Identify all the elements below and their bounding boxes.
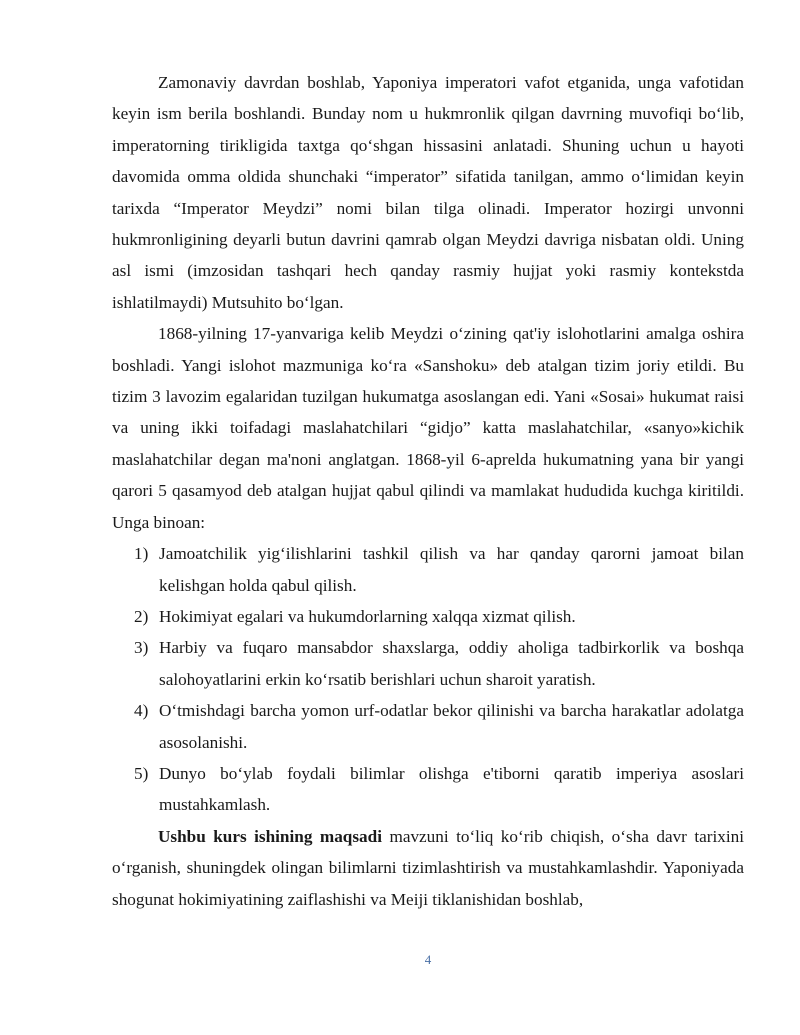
list-item bbox=[112, 758, 744, 821]
paragraph-reforms-1868: 1868-yilning 17-yanvariga kelib Meydzi o‘zining qat'iy islohotlarini amalga oshira boshladi. Yangi islohot mazmuniga ko‘ra «Sanshoku» deb atalgan tizim joriy etildi. Bu tizim 3 lavozim egalaridan tuzilgan hukumatga asoslangan edi. Yani «Sosai» hukumat raisi va uning ikki toifadagi maslahatchilari “gidjo” katta maslahatchilar, «sanyo»kichik maslahatchilar degan ma'noni anglatgan. 1868-yil 6-aprelda hukumatning yana bir yangi qarori 5 qasamyod deb atalgan hujjat qabul qilindi va mamlakat hududida kuchga kiritildi. Unga binoan: bbox=[112, 324, 744, 532]
list-item bbox=[112, 695, 744, 758]
document-page bbox=[112, 67, 744, 915]
paragraph-course-goal bbox=[112, 821, 744, 915]
course-goal-heading: Ushbu kurs ishining maqsadi bbox=[158, 826, 382, 846]
list-item-number: 5) bbox=[134, 763, 149, 783]
paragraph-meiji-name: Zamonaviy davrdan boshlab, Yaponiya imperatori vafot etganida, unga vafotidan keyin ism berila boshlandi. Bunday nom u hukmronlik qilgan davrning muvofiqi bo‘lib, imperatorning tirikligida taxtga qo‘shgan hissasini anlatadi. Shuning uchun u hayoti davomida omma oldida shunchaki “imperator” sifatida tanilgan, ammo o‘limidan keyin tarixda “Imperator Meydzi” nomi bilan tilga olinadi. Imperator hozirgi unvonni hukmronligining deyarli butun davrini qamrab olgan Meydzi davriga nisbatan oldi. Uning asl ismi (imzosidan tashqari hech qanday rasmiy hujjat yoki rasmiy kontekstda ishlatilmaydi) Mutsuhito bo‘lgan. bbox=[112, 73, 744, 312]
list-item-text: Jamoatchilik yig‘ilishlarini tashkil qilish va har qanday qarorni jamoat bilan kelishgan holda qabul qilish. bbox=[159, 544, 744, 595]
page-number: 4 bbox=[424, 952, 432, 967]
list-item-text: Dunyo bo‘ylab foydali bilimlar olishga e'tiborni qaratib imperiya asoslari mustahkamlash. bbox=[159, 763, 744, 815]
list-item bbox=[112, 538, 744, 601]
list-item-number: 1) bbox=[134, 544, 149, 564]
list-item bbox=[112, 632, 744, 695]
list-item-text: Harbiy va fuqaro mansabdor shaxslarga, oddiy aholiga tadbirkorlik va boshqa salohoyatlarini erkin ko‘rsatib berishlari uchun sharoit yaratish. bbox=[159, 638, 744, 689]
list-item-number: 3) bbox=[134, 638, 149, 658]
list-item-text: Hokimiyat egalari va hukumdorlarning xalqqa xizmat qilish. bbox=[159, 606, 576, 626]
list-item-number: 4) bbox=[134, 701, 149, 721]
list-item-text: O‘tmishdagi barcha yomon urf-odatlar bekor qilinishi va barcha harakatlar adolatga asosolanishi. bbox=[159, 701, 744, 752]
oath-list bbox=[112, 538, 744, 821]
list-item-number: 2) bbox=[134, 606, 149, 626]
course-goal-text: mavzuni to‘liq ko‘rib chiqish, o‘sha davr tarixini o‘rganish, shuningdek olingan bilimlarni tizimlashtirish va mustahkamlashdir. Yaponiyada shogunat hokimiyatining zaiflashishi va Meiji tiklanishidan boshlab, bbox=[112, 826, 744, 909]
list-item bbox=[112, 601, 744, 632]
